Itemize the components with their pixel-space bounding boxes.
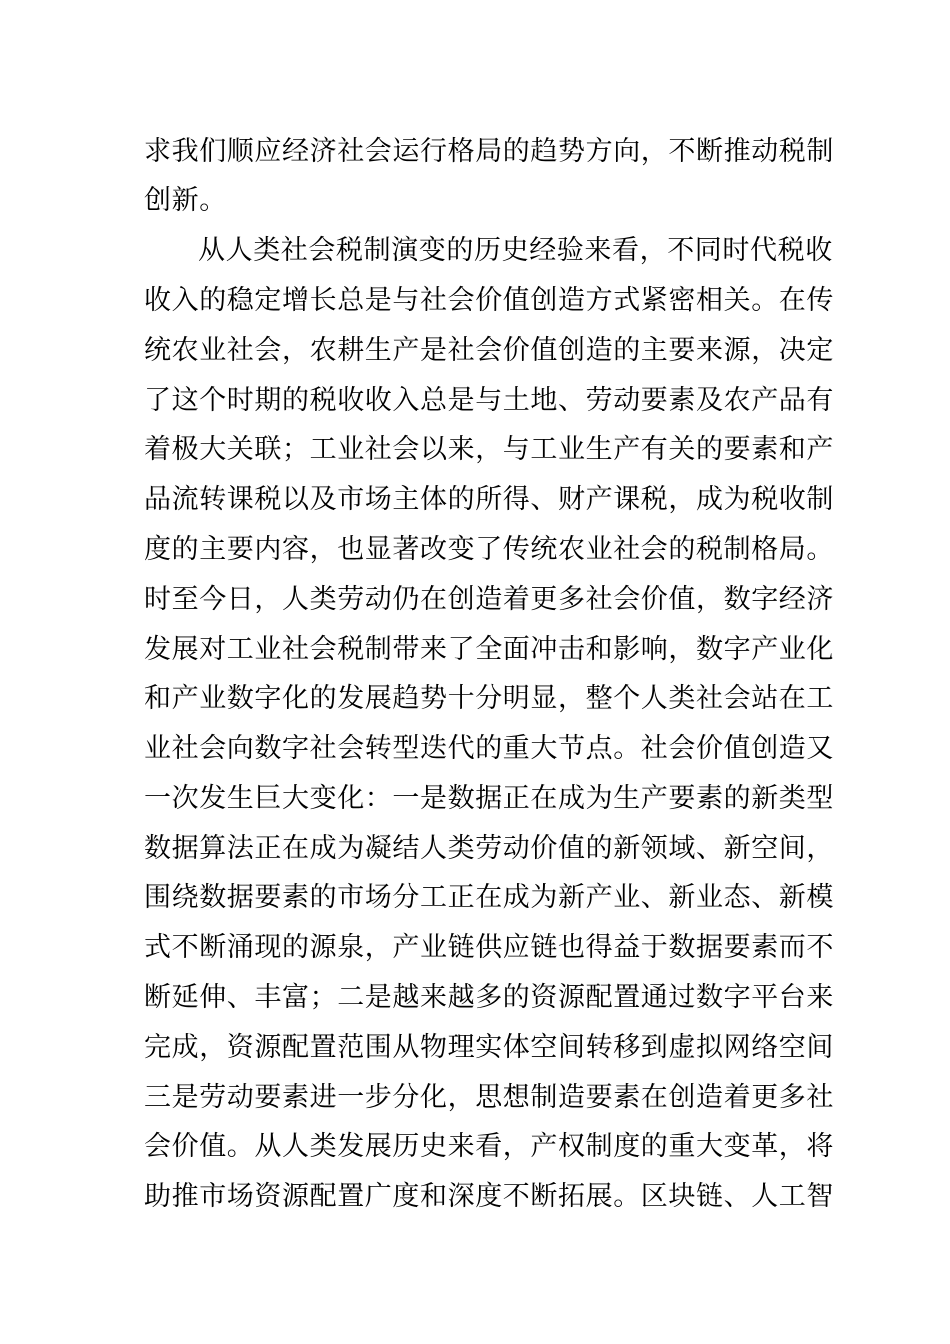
text-line: 助推市场资源配置广度和深度不断拓展。区块链、人工智 bbox=[144, 1181, 834, 1212]
text-line: 统农业社会，农耕生产是社会价值创造的主要来源，决定 bbox=[144, 335, 834, 366]
text-line: 收入的稳定增长总是与社会价值创造方式紧密相关。在传 bbox=[144, 285, 834, 316]
text-line: 创新。 bbox=[144, 185, 227, 216]
text-line: 式不断涌现的源泉，产业链供应链也得益于数据要素而不 bbox=[144, 932, 834, 963]
text-line: 求我们顺应经济社会运行格局的趋势方向，不断推动税制 bbox=[144, 136, 834, 167]
text-line: 发展对工业社会税制带来了全面冲击和影响，数字产业化 bbox=[144, 634, 834, 665]
text-line: 着极大关联；工业社会以来，与工业生产有关的要素和产 bbox=[144, 434, 834, 465]
text-line: 品流转课税以及市场主体的所得、财产课税，成为税收制 bbox=[144, 484, 834, 515]
text-line: 业社会向数字社会转型迭代的重大节点。社会价值创造又 bbox=[144, 733, 834, 764]
text-line: 度的主要内容，也显著改变了传统农业社会的税制格局。 bbox=[144, 534, 834, 565]
text-line: 数据算法正在成为凝结人类劳动价值的新领域、新空间， bbox=[144, 833, 834, 864]
text-line: 围绕数据要素的市场分工正在成为新产业、新业态、新模 bbox=[144, 882, 834, 913]
text-line: 和产业数字化的发展趋势十分明显，整个人类社会站在工 bbox=[144, 683, 834, 714]
text-line: 断延伸、丰富；二是越来越多的资源配置通过数字平台来 bbox=[144, 982, 834, 1013]
paragraph-first-line: 从人类社会税制演变的历史经验来看，不同时代税收 bbox=[198, 235, 833, 266]
text-line: 一次发生巨大变化：一是数据正在成为生产要素的新类型 bbox=[144, 783, 834, 814]
text-line: 会价值。从人类发展历史来看，产权制度的重大变革，将 bbox=[144, 1131, 834, 1162]
text-line: 完成，资源配置范围从物理实体空间转移到虚拟网络空间 bbox=[144, 1032, 834, 1063]
text-line: 三是劳动要素进一步分化，思想制造要素在创造着更多社 bbox=[144, 1082, 834, 1113]
text-line: 时至今日，人类劳动仍在创造着更多社会价值，数字经济 bbox=[144, 584, 834, 615]
text-line: 了这个时期的税收收入总是与土地、劳动要素及农产品有 bbox=[144, 385, 834, 416]
